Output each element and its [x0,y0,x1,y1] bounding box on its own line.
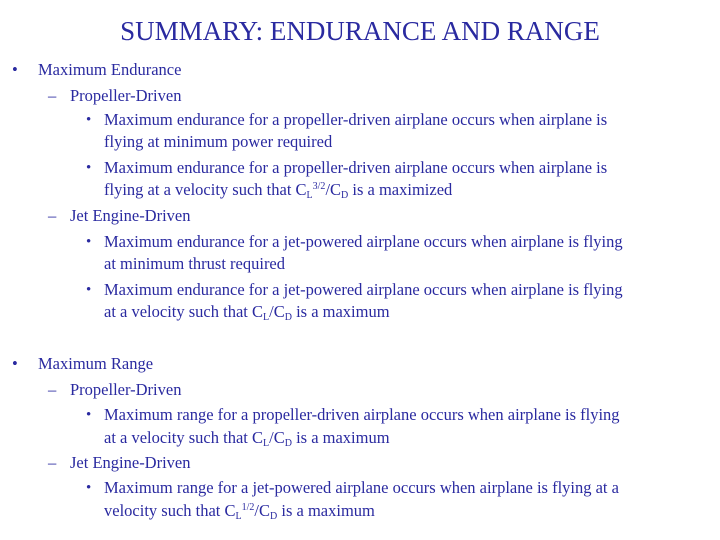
bullet-icon: • [12,60,18,79]
dash-icon: – [48,453,57,472]
point-range-prop-1-line1: Maximum range for a propeller-driven airplane occurs when airplane is flying [104,405,620,424]
dash-icon: – [48,206,57,225]
bullet-icon: • [86,282,92,298]
point-endurance-prop-1-line2: flying at minimum power required [104,132,333,151]
subsection-heading-range-jet: Jet Engine-Driven [70,453,191,472]
point-endurance-jet-1-line2: at minimum thrust required [104,254,286,273]
subsection-heading-range-prop: Propeller-Driven [70,380,182,399]
point-endurance-prop-2-line2: flying at a velocity such that $C_L^{3/2}/C_D$ is a maximized [104,180,453,201]
point-endurance-jet-1-line1: Maximum endurance for a jet-powered airplane occurs when airplane is flying [104,232,623,251]
point-endurance-jet-2-line1: Maximum endurance for a jet-powered airplane occurs when airplane is flying [104,280,623,299]
subsection-heading-endurance-prop: Propeller-Driven [70,86,182,105]
dash-icon: – [48,86,57,105]
subsection-heading-endurance-jet: Jet Engine-Driven [70,206,191,225]
section-heading-endurance: Maximum Endurance [38,60,182,79]
bullet-icon: • [86,407,92,423]
slide-title: SUMMARY: ENDURANCE AND RANGE [120,16,600,46]
dash-icon: – [48,380,57,399]
bullet-icon: • [86,234,92,250]
point-endurance-prop-1-line1: Maximum endurance for a propeller-driven airplane occurs when airplane is [104,110,608,129]
point-endurance-prop-2-line1: Maximum endurance for a propeller-driven airplane occurs when airplane is [104,158,608,177]
point-endurance-jet-2-line2: at a velocity such that $C_L/C_D$ is a maximum [104,302,390,323]
point-range-jet-1-line2: velocity such that $C_L^{1/2}/C_D$ is a maximum [104,501,375,522]
bullet-icon: • [86,112,92,128]
point-range-prop-1-line2: at a velocity such that $C_L/C_D$ is a maximum [104,428,390,449]
bullet-icon: • [86,480,92,496]
bullet-icon: • [86,160,92,176]
bullet-icon: • [12,354,18,373]
section-heading-range: Maximum Range [38,354,154,373]
point-range-jet-1-line1: Maximum range for a jet-powered airplane occurs when airplane is flying at a [104,478,619,497]
